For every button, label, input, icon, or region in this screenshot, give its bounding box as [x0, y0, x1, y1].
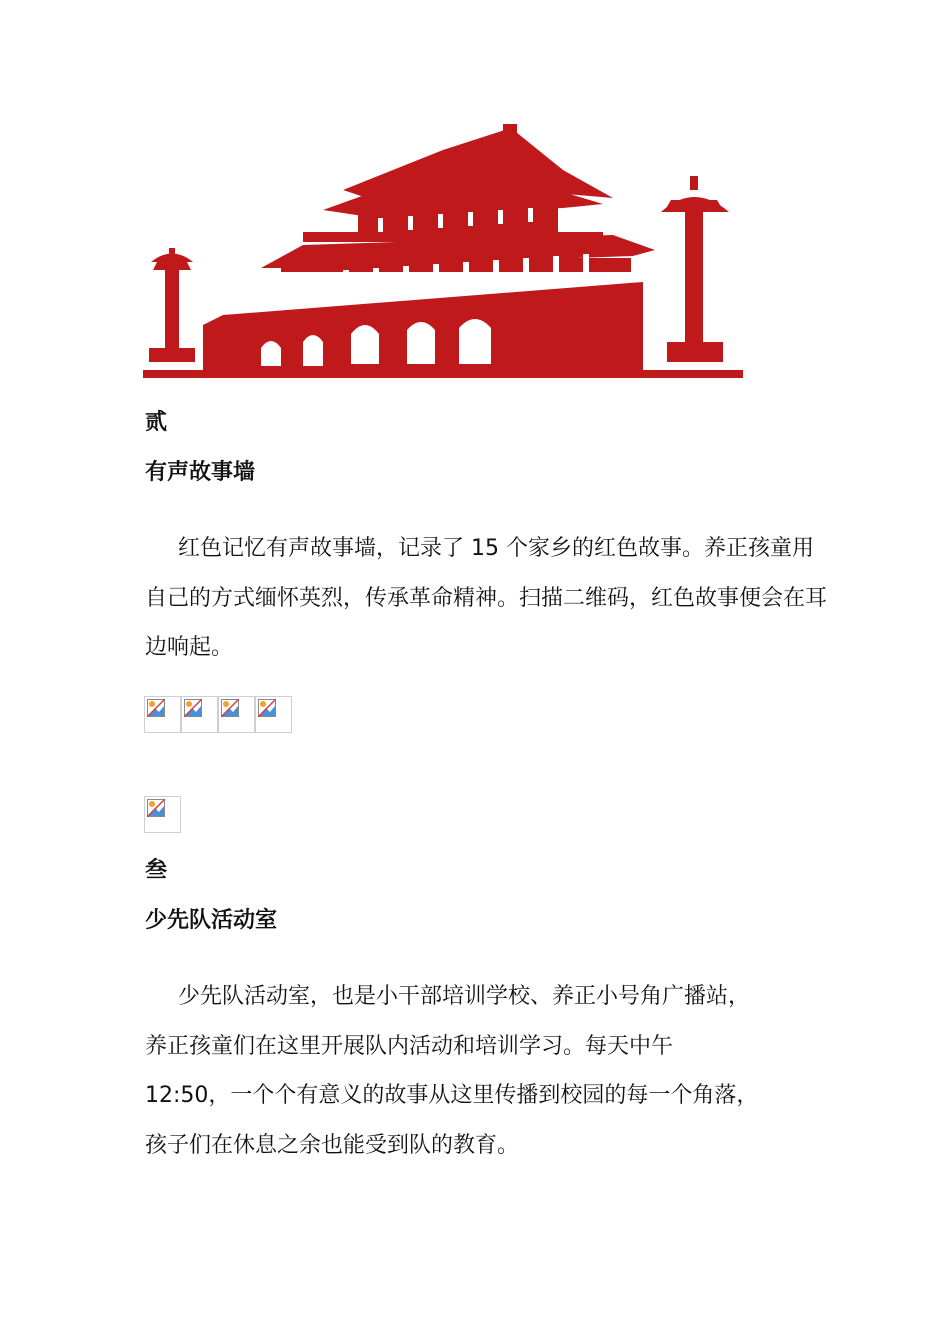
- broken-image-icon: [255, 696, 292, 733]
- section-number: 贰: [145, 410, 168, 435]
- section-title: 有声故事墙: [145, 460, 256, 485]
- broken-image-icon: [181, 696, 218, 733]
- paragraph-line: 孩子们在休息之余也能受到队的教育。: [145, 1132, 520, 1158]
- section-title: 少先队活动室: [145, 908, 278, 933]
- paragraph-line: 少先队活动室，也是小干部培训学校、养正小号角广播站，: [178, 984, 751, 1009]
- section-number: 叁: [145, 858, 168, 883]
- section-paragraph: [145, 972, 845, 1170]
- broken-image-icon: [218, 696, 255, 733]
- broken-image-icon: [144, 796, 181, 833]
- paragraph-text: 红色记忆有声故事墙，记录了 15 个家乡的红色故事。养正孩童用自己的方式缅怀英烈，传承革命精神。扫描二维码，红色故事便会在耳边响起。: [145, 536, 828, 660]
- tiananmen-gate-icon: [143, 120, 743, 378]
- image-row: [144, 696, 292, 733]
- section-paragraph: [145, 524, 835, 673]
- paragraph-line: 12:50，一个个有意义的故事从这里传播到校园的每一个角落，: [145, 1083, 759, 1108]
- broken-image-icon: [144, 696, 181, 733]
- paragraph-line: 养正孩童们在这里开展队内活动和培训学习。每天中午: [145, 1033, 674, 1059]
- image-single: [144, 796, 181, 833]
